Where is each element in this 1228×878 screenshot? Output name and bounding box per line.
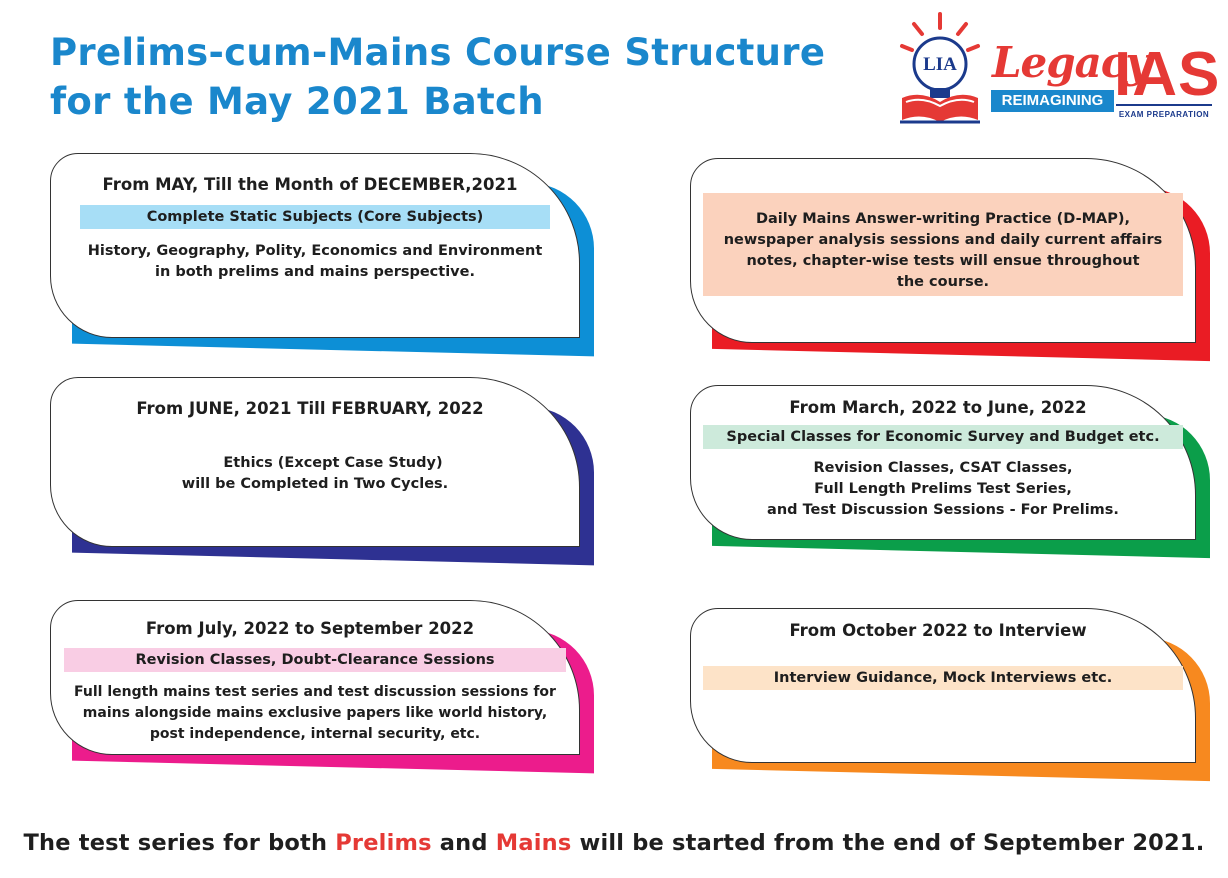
card-description [50, 241, 580, 283]
footer-note [0, 830, 1228, 856]
title-line-2: for the May 2021 Batch [50, 80, 544, 123]
card-line: newspaper analysis sessions and daily current affairs [723, 232, 1163, 248]
card-description [50, 682, 580, 745]
card-heading: From July, 2022 to September 2022 [145, 619, 475, 638]
card-may-december [50, 153, 580, 338]
card-line: mains alongside mains exclusive papers like world history, [82, 705, 548, 721]
card-heading: From October 2022 to Interview [789, 621, 1087, 640]
card-heading: From JUNE, 2021 Till FEBRUARY, 2022 [136, 399, 484, 418]
footer-text: will be started from the end of September 2021. [571, 830, 1205, 856]
card-line: Full Length Prelims Test Series, [814, 481, 1072, 497]
logo-badge: LIA [923, 54, 957, 75]
page-title [50, 28, 825, 126]
card-band: Interview Guidance, Mock Interviews etc. [703, 666, 1183, 690]
card-line: notes, chapter-wise tests will ensue throughout [746, 253, 1140, 269]
card-line: and Test Discussion Sessions - For Prelims. [767, 502, 1119, 518]
logo-subtag: EXAM PREPARATION [1118, 110, 1210, 119]
card-line: History, Geography, Polity, Economics and Environment [87, 243, 543, 259]
card-description [50, 453, 580, 495]
card-heading: From MAY, Till the Month of DECEMBER,2021 [102, 175, 518, 194]
footer-mains: Mains [495, 830, 572, 856]
card-band: Complete Static Subjects (Core Subjects) [80, 205, 550, 229]
footer-text: The test series for both [23, 830, 336, 856]
card-july-september [50, 600, 580, 755]
card-band: Special Classes for Economic Survey and Budget etc. [703, 425, 1183, 449]
logo-tagline: REIMAGINING [991, 90, 1114, 112]
title-line-1: Prelims-cum-Mains Course Structure [50, 31, 826, 74]
legacy-ias-logo [896, 10, 1221, 128]
logo-brand-block: IAS [1114, 40, 1221, 109]
card-band [703, 193, 1183, 296]
card-march-june [690, 385, 1196, 540]
card-june-february [50, 377, 580, 547]
footer-prelims: Prelims [335, 830, 432, 856]
logo-brand-script: Legacy [992, 38, 1149, 87]
card-line: the course. [896, 274, 990, 290]
card-line: post independence, internal security, etc. [149, 726, 481, 742]
card-line: Revision Classes, CSAT Classes, [813, 460, 1073, 476]
card-description [690, 458, 1196, 521]
card-daily-practice [690, 158, 1196, 343]
card-line: Full length mains test series and test discussion sessions for [74, 684, 556, 700]
card-october-interview [690, 608, 1196, 763]
footer-text: and [431, 830, 496, 856]
card-line: Ethics (Except Case Study) [223, 455, 443, 471]
card-line: Daily Mains Answer-writing Practice (D-MAP), [755, 211, 1131, 227]
card-heading: From March, 2022 to June, 2022 [789, 398, 1087, 417]
card-line: in both prelims and mains perspective. [155, 264, 475, 280]
card-band: Revision Classes, Doubt-Clearance Sessions [64, 648, 566, 672]
card-line: will be Completed in Two Cycles. [181, 476, 449, 492]
